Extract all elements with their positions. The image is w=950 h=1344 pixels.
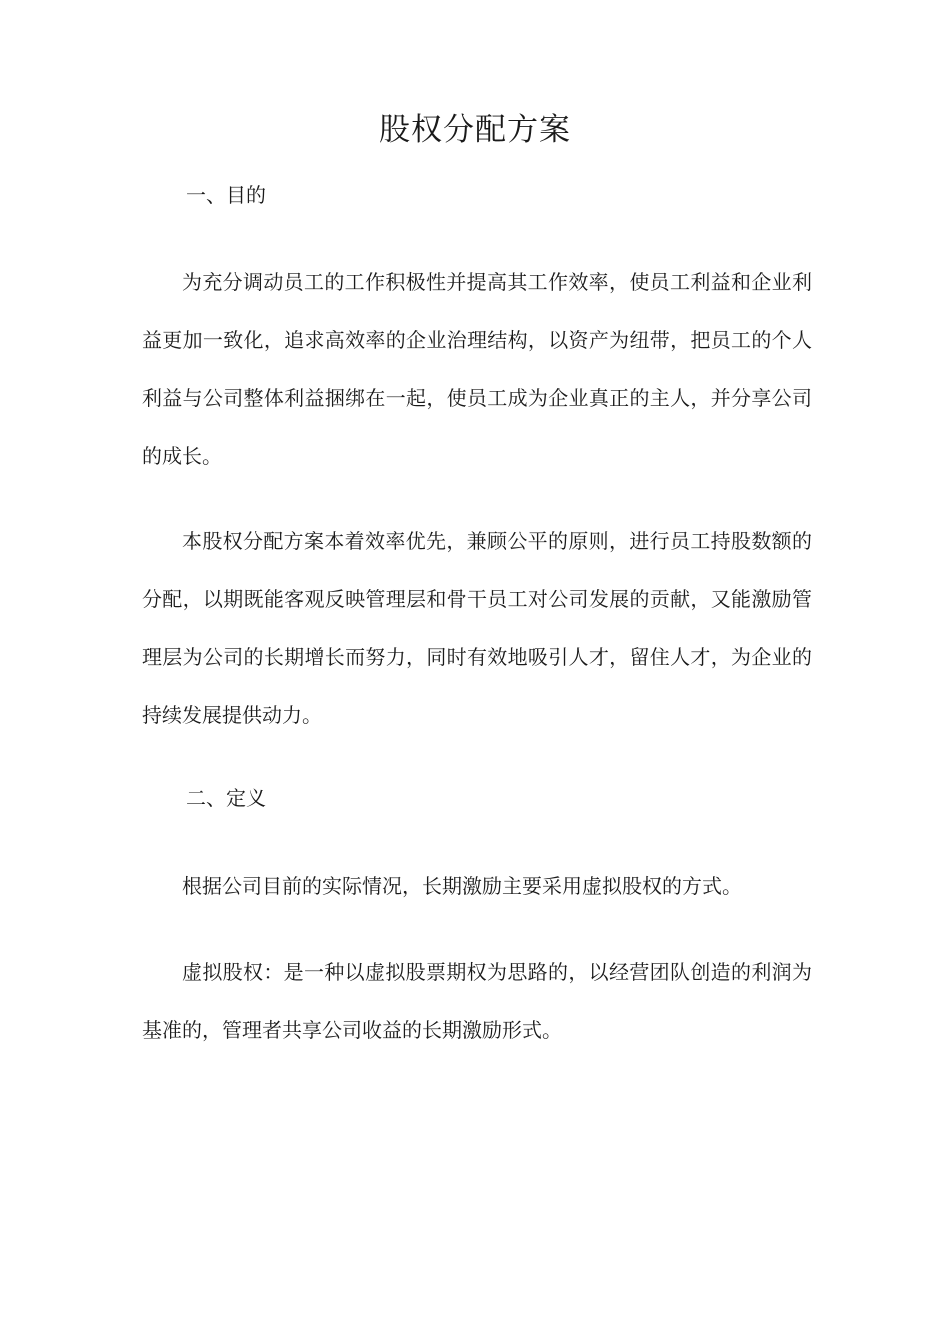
section-heading-purpose: 一、目的 [186, 183, 266, 207]
paragraph-purpose-1: 为充分调动员工的工作积极性并提高其工作效率，使员工利益和企业利益更加一致化，追求高效率的企业治理结构，以资产为纽带，把员工的个人利益与公司整体利益捆绑在一起，使员工成为企业真正的主人，并分享公司的成长。 [142, 270, 812, 468]
section-heading-definition: 二、定义 [186, 786, 266, 810]
paragraph-purpose-2: 本股权分配方案本着效率优先，兼顾公平的原则，进行员工持股数额的分配，以期既能客观反映管理层和骨干员工对公司发展的贡献，又能激励管理层为公司的长期增长而努力，同时有效地吸引人才，留住人才，为企业的持续发展提供动力。 [142, 529, 812, 727]
paragraph-definition-2: 虚拟股权：是一种以虚拟股票期权为思路的，以经营团队创造的利润为基准的，管理者共享公司收益的长期激励形式。 [142, 960, 812, 1042]
paragraph-definition-1: 根据公司目前的实际情况，长期激励主要采用虚拟股权的方式。 [182, 874, 742, 898]
document-title: 股权分配方案 [379, 112, 571, 148]
